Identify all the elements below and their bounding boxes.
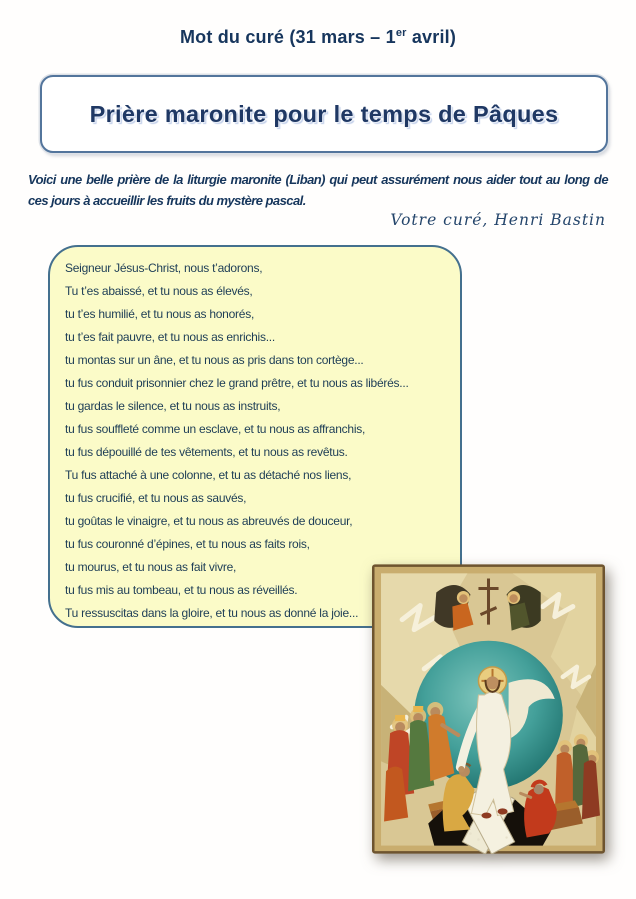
banner-box — [40, 75, 608, 153]
prayer-line: tu goûtas le vinaigre, et tu nous as abreuvés de douceur, — [65, 514, 353, 528]
prayer-line: Tu ressuscitas dans la gloire, et tu nous as donné la joie... — [65, 606, 359, 620]
resurrection-icon — [372, 564, 605, 854]
prayer-line: tu fus couronné d’épines, et tu nous as faits rois, — [65, 537, 310, 551]
page-title-superscript: er — [395, 27, 407, 39]
page-title-prefix: Mot du curé (31 mars – 1 — [179, 27, 396, 47]
banner-title: Prière maronite pour le temps de Pâques — [89, 100, 559, 127]
prayer-line: tu gardas le silence, et tu nous as instruits, — [65, 399, 281, 413]
signature: Votre curé, Henri Bastin — [390, 211, 606, 229]
prayer-line: Tu fus attaché à une colonne, et tu as détaché nos liens, — [65, 468, 352, 482]
prayer-line: tu fus conduit prisonnier chez le grand prêtre, et tu nous as libérés... — [65, 376, 409, 390]
prayer-line: tu mourus, et tu nous as fait vivre, — [65, 560, 237, 574]
intro-line: ces jours à accueillir les fruits du mystère pascal. — [28, 192, 306, 208]
prayer-line: tu t’es fait pauvre, et tu nous as enrichis... — [65, 330, 275, 344]
prayer-line: tu fus mis au tombeau, et tu nous as réveillés. — [65, 583, 298, 597]
prayer-line: Tu t’es abaissé, et tu nous as élevés, — [65, 284, 253, 298]
page-title-suffix: avril) — [406, 27, 457, 47]
prayer-line: tu fus souffleté comme un esclave, et tu nous as affranchis, — [65, 422, 366, 436]
prayer-line: tu fus dépouillé de tes vêtements, et tu nous as revêtus. — [65, 445, 348, 459]
prayer-line: tu montas sur un âne, et tu nous as pris dans ton cortège... — [65, 353, 364, 367]
page-title — [0, 27, 636, 48]
intro-line: Voici une belle prière de la liturgie maronite (Liban) qui peut assurément nous aider tout au long de — [28, 172, 608, 187]
intro-paragraph — [28, 170, 624, 211]
prayer-line: tu t’es humilié, et tu nous as honorés, — [65, 307, 255, 321]
prayer-line: tu fus crucifié, et tu nous as sauvés, — [65, 491, 247, 505]
prayer-line: Seigneur Jésus-Christ, nous t’adorons, — [65, 261, 263, 275]
